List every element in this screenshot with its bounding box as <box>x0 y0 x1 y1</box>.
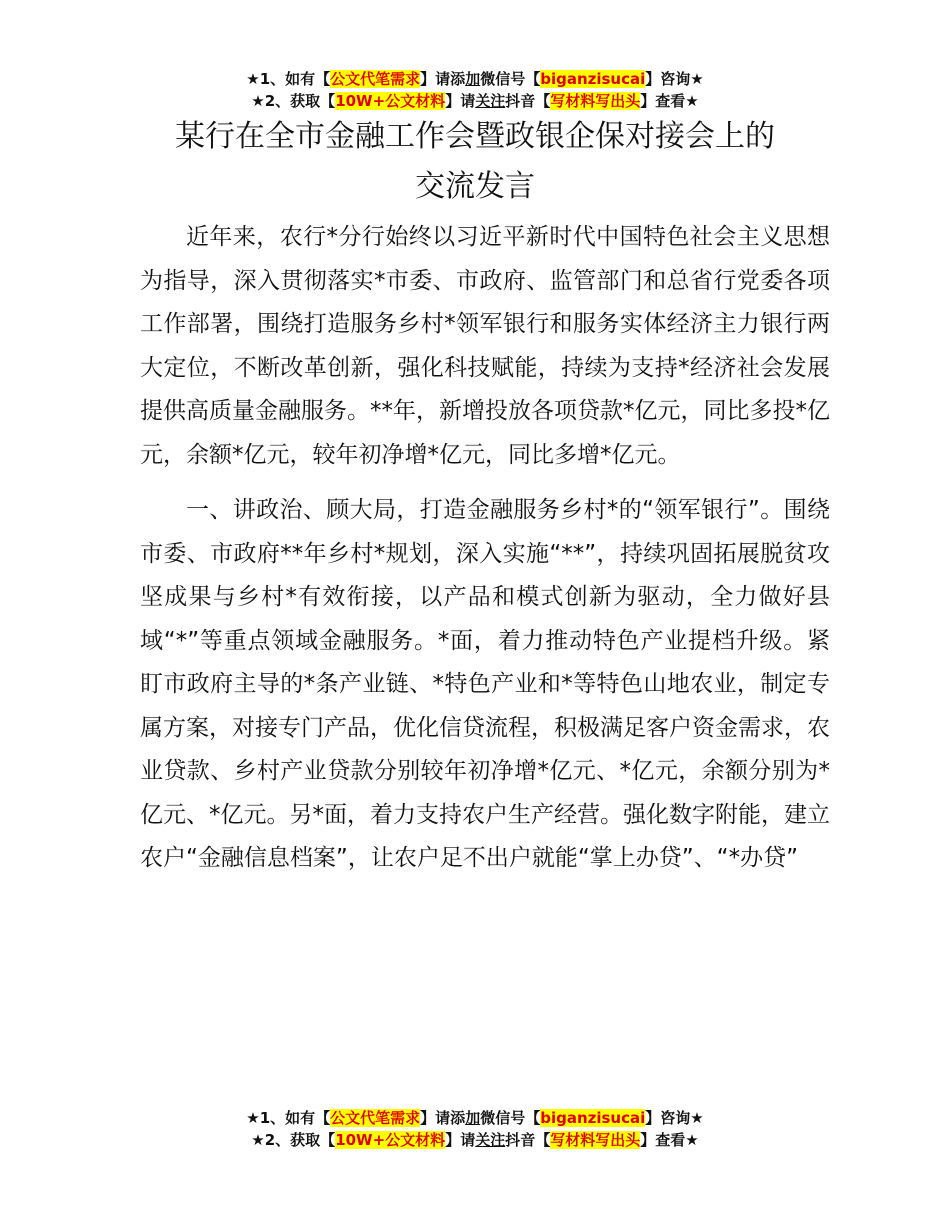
banner-highlight: 公文代笔需求 <box>330 1109 421 1127</box>
document-body <box>140 216 830 893</box>
title-line-1: 某行在全市金融工作会暨政银企保对接会上的 <box>175 119 775 154</box>
banner-line-2 <box>0 1129 950 1151</box>
banner-text: 】咨询★ <box>645 70 704 88</box>
banner-underlined-text: 关注 <box>475 92 506 110</box>
banner-text: ★2、获取【 <box>251 1131 336 1149</box>
banner-highlight: 公文代笔需求 <box>330 70 421 88</box>
banner-text: 】请 <box>445 92 476 110</box>
banner-text: 抖音【 <box>505 1131 551 1149</box>
banner-text: 抖音【 <box>505 92 551 110</box>
banner-text: 】请 <box>445 1131 476 1149</box>
banner-highlight: biganzisucai <box>540 1109 646 1127</box>
document-title <box>0 112 950 212</box>
banner-underlined-text: 加 <box>465 70 481 88</box>
header-banner <box>0 68 950 112</box>
banner-text: ★1、如有【 <box>246 1109 331 1127</box>
banner-text: 微信号【 <box>480 1109 541 1127</box>
banner-text: 】咨询★ <box>645 1109 704 1127</box>
banner-line-2 <box>0 90 950 112</box>
banner-text: 微信号【 <box>480 70 541 88</box>
paragraph-intro: 近年来，农行*分行始终以习近平新时代中国特色社会主义思想为指导，深入贯彻落实*市委、市政府、监管部门和总省行党委各项工作部署，围绕打造服务乡村*领军银行和服务实体经济主力银行两大定位，不断改革创新，强化科技赋能，持续为支持*经济社会发展提供高质量金融服务。**年，新增投放各项贷款*亿元，同比多投*亿元，余额*亿元，较年初净增*亿元，同比多增*亿元。 <box>140 224 830 468</box>
banner-text: ★2、获取【 <box>251 92 336 110</box>
title-line-2: 交流发言 <box>415 169 535 204</box>
banner-text: 】查看★ <box>640 92 699 110</box>
banner-line-1 <box>0 1107 950 1129</box>
banner-highlight: 写材料写出头 <box>550 92 641 110</box>
banner-text: ★1、如有【 <box>246 70 331 88</box>
banner-underlined-text: 加 <box>465 1109 481 1127</box>
banner-text: 】请添 <box>420 70 466 88</box>
banner-highlight: biganzisucai <box>540 70 646 88</box>
banner-text: 】查看★ <box>640 1131 699 1149</box>
banner-highlight: 写材料写出头 <box>550 1131 641 1149</box>
banner-highlight: 10W+公文材料 <box>335 92 446 110</box>
banner-underlined-text: 关注 <box>475 1131 506 1149</box>
banner-highlight: 10W+公文材料 <box>335 1131 446 1149</box>
footer-banner <box>0 1107 950 1151</box>
banner-line-1 <box>0 68 950 90</box>
banner-text: 】请添 <box>420 1109 466 1127</box>
paragraph-section-1: 一、讲政治、顾大局，打造金融服务乡村*的“领军银行”。围绕市委、市政府**年乡村*规划，深入实施“**”，持续巩固拓展脱贫攻坚成果与乡村*有效衔接，以产品和模式创新为驱动，全力做好县域“*”等重点领域金融服务。*面，着力推动特色产业提档升级。紧盯市政府主导的*条产业链、*特色产业和*等特色山地农业，制定专属方案，对接专门产品，优化信贷流程，积极满足客户资金需求，农业贷款、乡村产业贷款分别较年初净增*亿元、*亿元，余额分别为*亿元、*亿元。另*面，着力支持农户生产经营。强化数字附能，建立农户“金融信息档案”，让农户足不出户就能“掌上办贷”、“*办贷” <box>140 497 830 871</box>
